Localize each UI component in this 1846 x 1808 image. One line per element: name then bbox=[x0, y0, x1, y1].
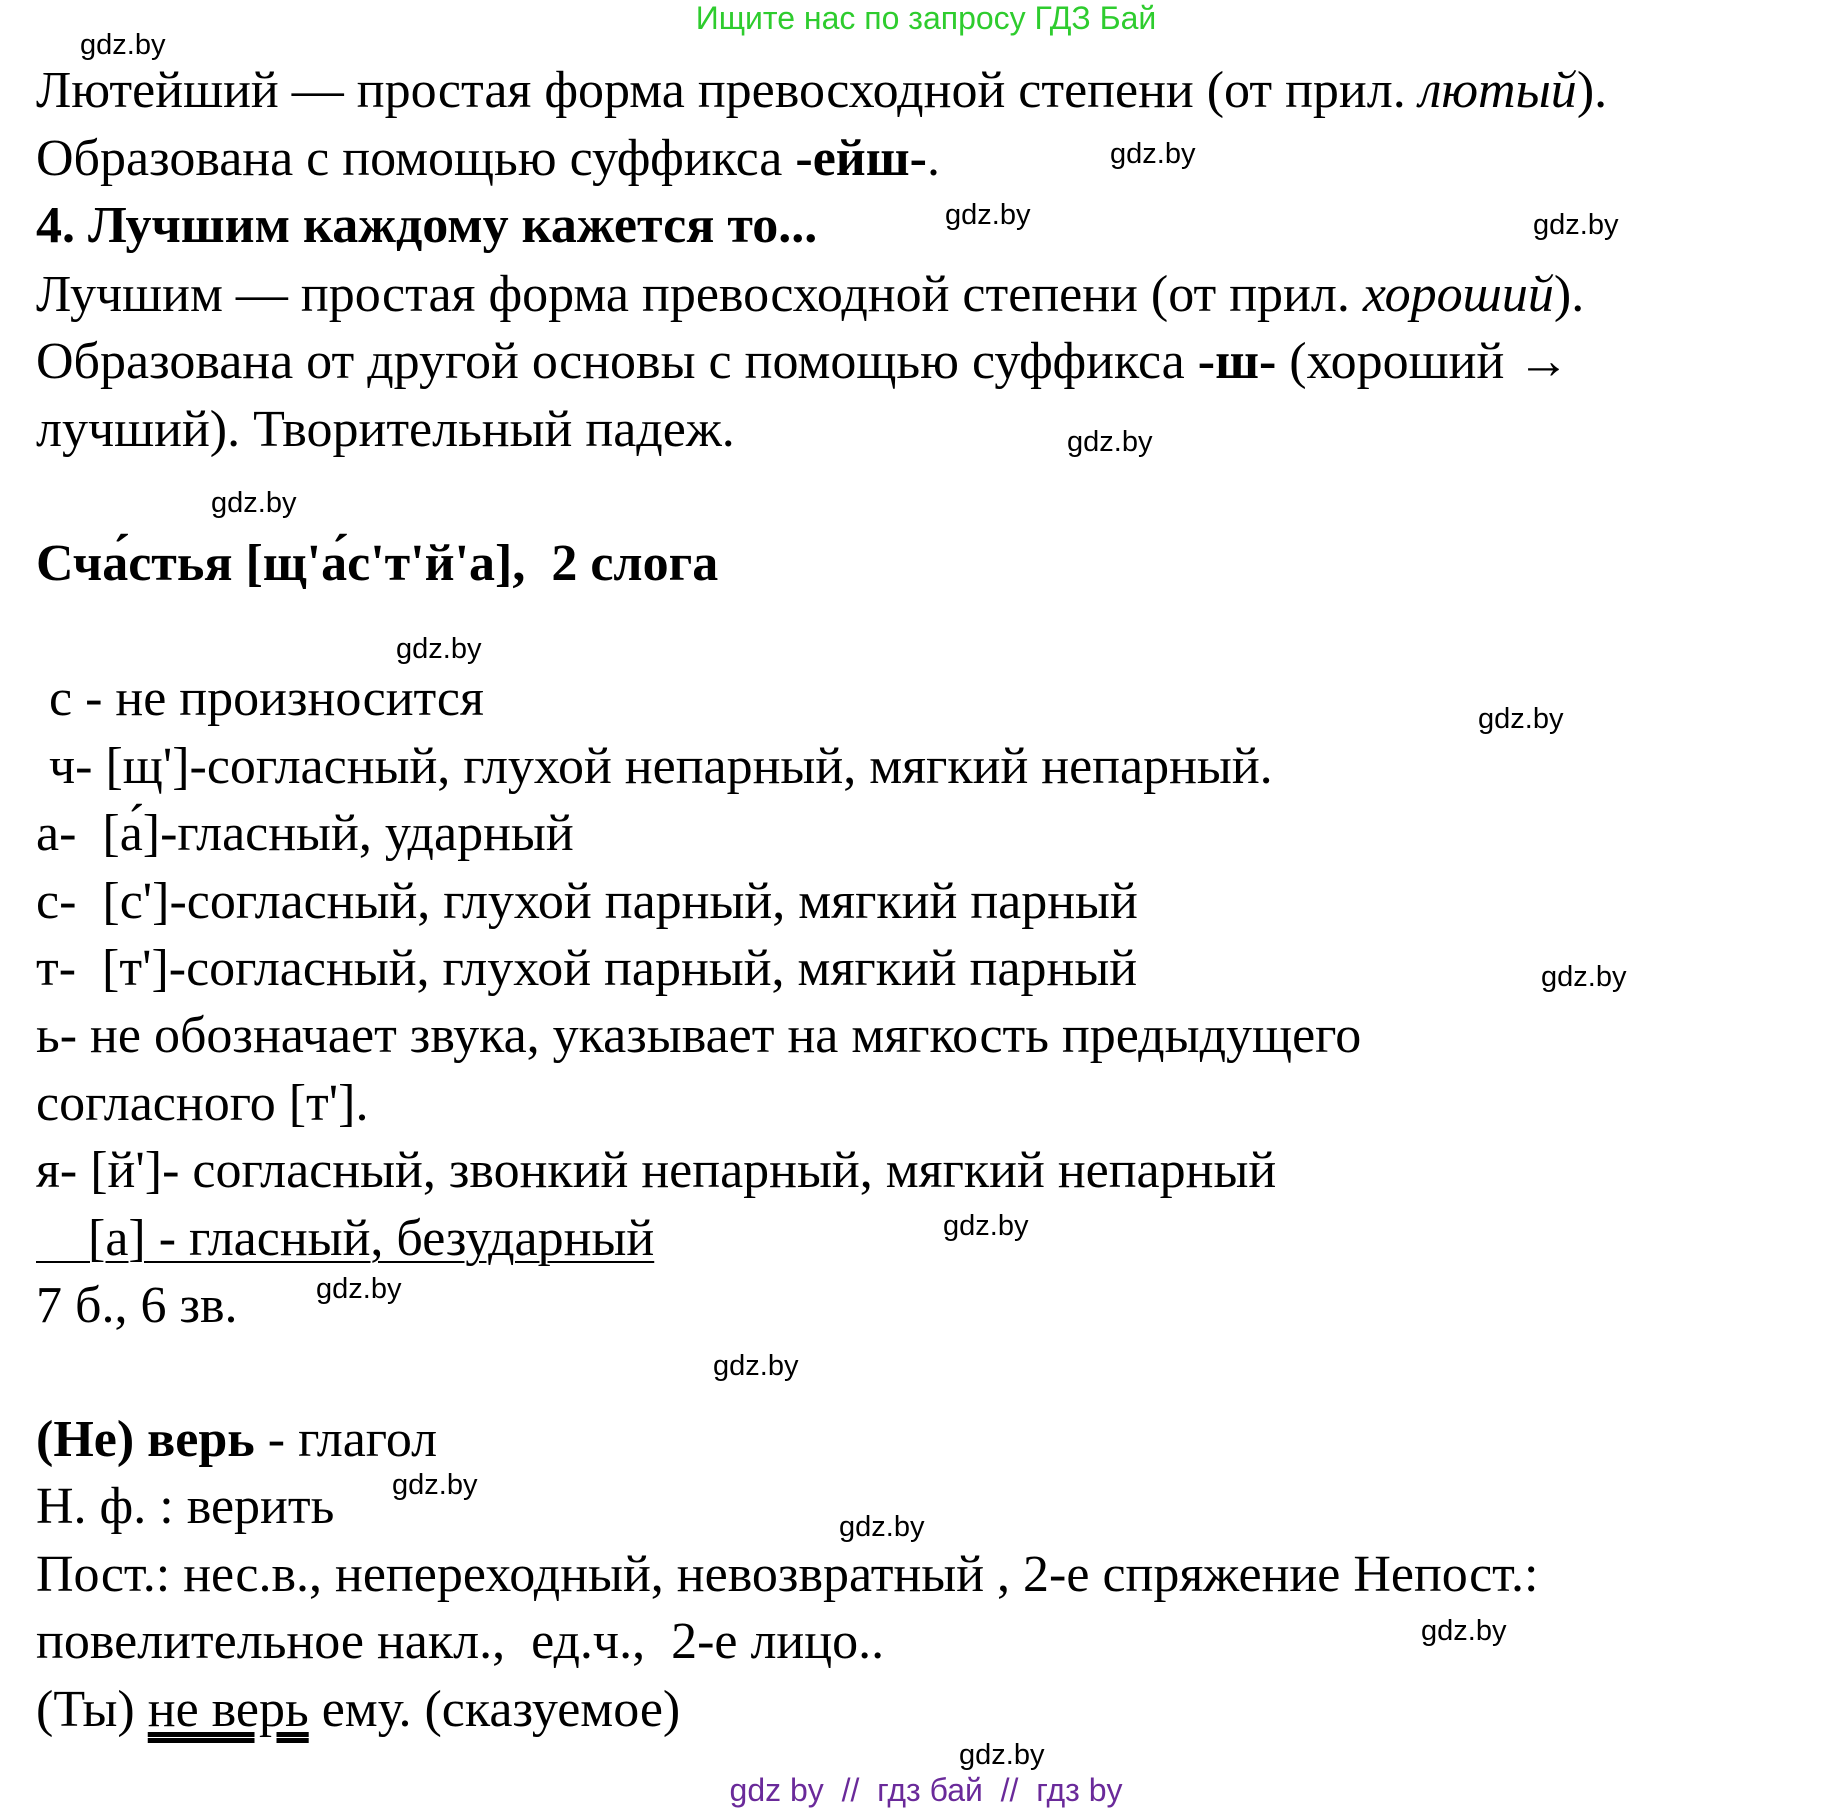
text-line: Пост.: нес.в., непереходный, невозвратный , 2-е спряжение Непост.: bbox=[36, 1546, 1539, 1603]
text: ). bbox=[1576, 62, 1608, 119]
letters-sounds-count: 7 б., 6 зв. bbox=[36, 1277, 238, 1334]
text-line: ч- [щ']-согласный, глухой непарный, мягкий непарный. bbox=[36, 738, 1273, 795]
watermark: gdz.by bbox=[1110, 138, 1196, 170]
text: Образована с помощью суффикса bbox=[36, 130, 796, 187]
watermark: gdz.by bbox=[945, 199, 1031, 231]
watermark: gdz.by bbox=[1478, 703, 1564, 735]
predicate-double-underlined: не верь bbox=[147, 1681, 309, 1738]
text: Лютейший — простая форма превосходной степени (от прил. bbox=[36, 62, 1419, 119]
italic-word: лютый bbox=[1418, 62, 1577, 119]
footer-banner: gdz by // гдз бай // гдз by bbox=[729, 1772, 1123, 1808]
watermark: gdz.by bbox=[1541, 961, 1627, 993]
watermark: gdz.by bbox=[959, 1739, 1045, 1771]
watermark: gdz.by bbox=[1067, 426, 1153, 458]
watermark: gdz.by bbox=[80, 29, 166, 61]
text: - глагол bbox=[254, 1411, 438, 1468]
text: ). bbox=[1553, 266, 1585, 323]
underlined-line: [а] - гласный, безударный bbox=[36, 1210, 655, 1267]
watermark: gdz.by bbox=[839, 1511, 925, 1543]
watermark: gdz.by bbox=[396, 633, 482, 665]
text-line: Н. ф. : верить bbox=[36, 1478, 335, 1535]
text: Лучшим — простая форма превосходной степени (от прил. bbox=[36, 266, 1363, 323]
text-line bbox=[36, 131, 940, 187]
watermark: gdz.by bbox=[1533, 209, 1619, 241]
text-line: согласного [т']. bbox=[36, 1075, 369, 1132]
text: . bbox=[926, 130, 940, 187]
text-line bbox=[36, 1412, 437, 1468]
text: (Ты) bbox=[36, 1681, 148, 1738]
bold-suffix: -ейш- bbox=[795, 130, 927, 187]
bold-suffix: -ш- bbox=[1197, 333, 1277, 390]
text-line: с - не произносится bbox=[36, 670, 484, 727]
text-line bbox=[36, 334, 1569, 390]
search-hint-banner: Ищите нас по запросу ГДЗ Бай bbox=[695, 0, 1157, 36]
watermark: gdz.by bbox=[211, 487, 297, 519]
text: ему. (сказуемое) bbox=[308, 1681, 681, 1738]
phonetic-heading: Сча́стья [щ'а́с'т'й'а], 2 слога bbox=[36, 535, 719, 592]
text-line: ь- не обозначает звука, указывает на мягкость предыдущего bbox=[36, 1007, 1362, 1064]
text-line: повелительное накл., ед.ч., 2-е лицо.. bbox=[36, 1613, 885, 1670]
watermark: gdz.by bbox=[316, 1273, 402, 1305]
text-line: а- [а́]-гласный, ударный bbox=[36, 805, 574, 862]
text-line: лучший). Творительный падеж. bbox=[36, 401, 735, 458]
text-line: я- [й']- согласный, звонкий непарный, мягкий непарный bbox=[36, 1142, 1277, 1199]
text-line bbox=[36, 1682, 680, 1738]
watermark: gdz.by bbox=[1421, 1615, 1507, 1647]
text: (хороший → bbox=[1276, 333, 1570, 390]
watermark: gdz.by bbox=[943, 1210, 1029, 1242]
text: Образована от другой основы с помощью суффикса bbox=[36, 333, 1198, 390]
text-line bbox=[36, 63, 1607, 119]
text-line: т- [т']-согласный, глухой парный, мягкий парный bbox=[36, 940, 1138, 997]
section-heading: 4. Лучшим каждому кажется то... bbox=[36, 197, 818, 254]
text-line: с- [с']-согласный, глухой парный, мягкий парный bbox=[36, 873, 1138, 930]
italic-word: хороший bbox=[1362, 266, 1554, 323]
watermark: gdz.by bbox=[392, 1469, 478, 1501]
watermark: gdz.by bbox=[713, 1350, 799, 1382]
text-line bbox=[36, 267, 1584, 323]
bold-word: (Не) верь bbox=[36, 1411, 255, 1468]
